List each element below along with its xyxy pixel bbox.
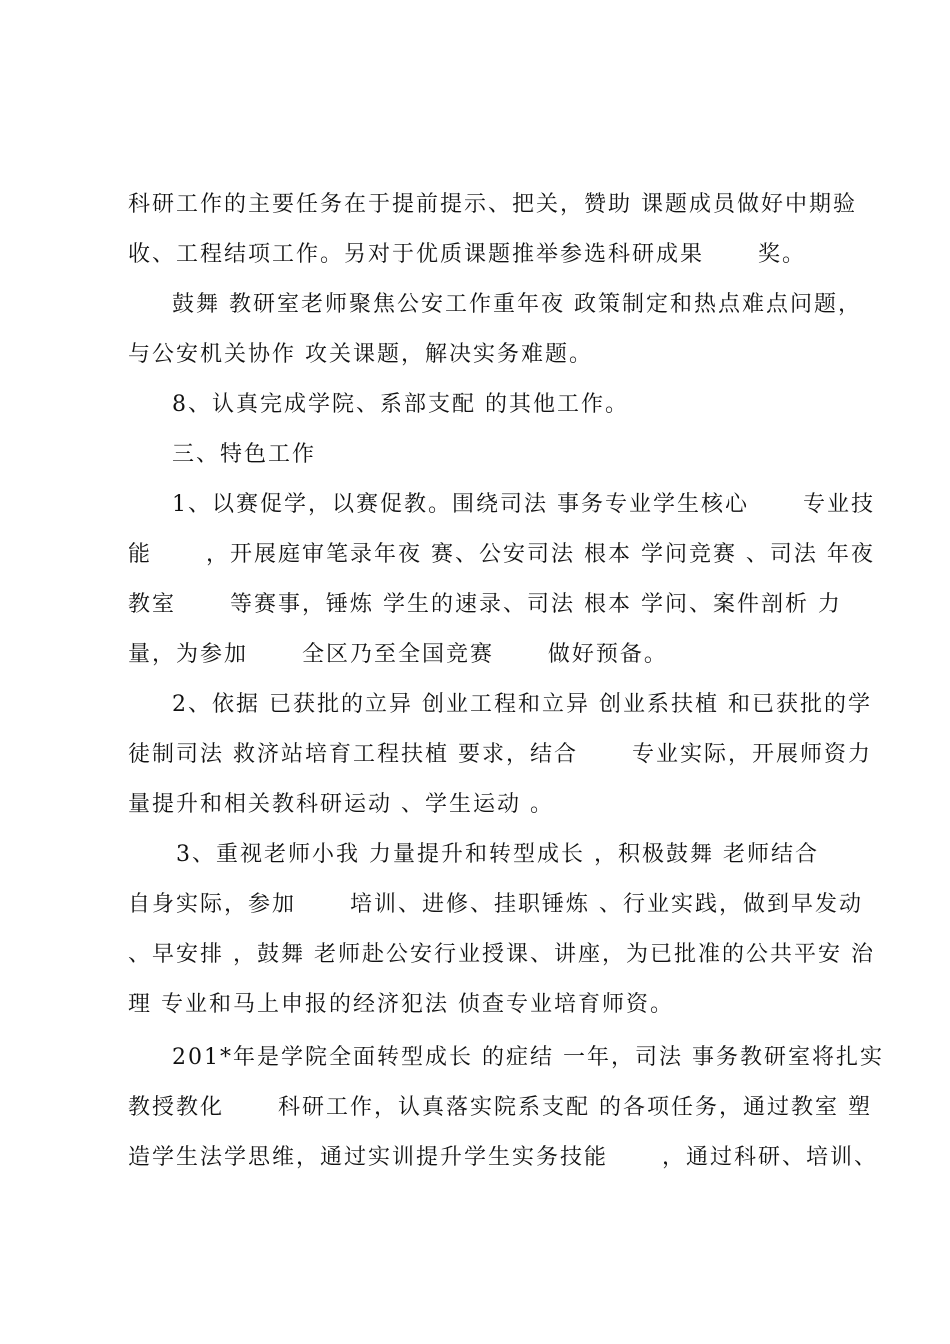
text-line: 量提升和相关教科研运动 、学生运动 。 <box>128 792 554 817</box>
text-line: 能 ，开展庭审笔录年夜 赛、公安司法 根本 学问竞赛 、司法 年夜 <box>128 542 875 567</box>
text-line: 自身实际，参加 培训、进修、挂职锤炼 、行业实践，做到早发动 <box>128 892 863 917</box>
text-line: 1、以赛促学，以赛促教。围绕司法 事务专业学生核心 专业技 <box>172 492 875 517</box>
text-line: 徒制司法 救济站培育工程扶植 要求，结合 专业实际，开展师资力 <box>128 742 872 767</box>
text-line: 8、认真完成学院、系部支配 的其他工作。 <box>172 392 629 417</box>
text-line: 2、依据 已获批的立异 创业工程和立异 创业系扶植 和已获批的学 <box>172 692 872 717</box>
text-line: 教授教化 科研工作，认真落实院系支配 的各项任务，通过教室 塑 <box>128 1095 872 1120</box>
text-line: 与公安机关协作 攻关课题，解决实务难题。 <box>128 342 593 367</box>
section-heading: 三、特色工作 <box>172 442 317 467</box>
text-line: 理 专业和马上申报的经济犯法 侦查专业培育师资。 <box>128 992 674 1017</box>
text-line: 201*年是学院全面转型成长 的症结 一年，司法 事务教研室将扎实 <box>172 1045 884 1070</box>
text-line: 造学生法学思维，通过实训提升学生实务技能 ，通过科研、培训、 <box>128 1145 878 1170</box>
text-line: 教室 等赛事，锤炼 学生的速录、司法 根本 学问、案件剖析 力 <box>128 592 842 617</box>
text-line: 、早安排 ，鼓舞 老师赴公安行业授课、讲座，为已批准的公共平安 治 <box>128 942 875 967</box>
text-line: 鼓舞 教研室老师聚焦公安工作重年夜 政策制定和热点难点问题， <box>172 292 862 317</box>
text-line: 3、重视老师小我 力量提升和转型成长 ，积极鼓舞 老师结合 <box>176 842 819 867</box>
text-line: 量，为参加 全区乃至全国竞赛 做好预备。 <box>128 642 668 667</box>
text-line: 科研工作的主要任务在于提前提示、把关，赞助 课题成员做好中期验 <box>128 192 857 217</box>
text-line: 收、工程结项工作。另对于优质课题推举参选科研成果 奖。 <box>128 242 806 267</box>
